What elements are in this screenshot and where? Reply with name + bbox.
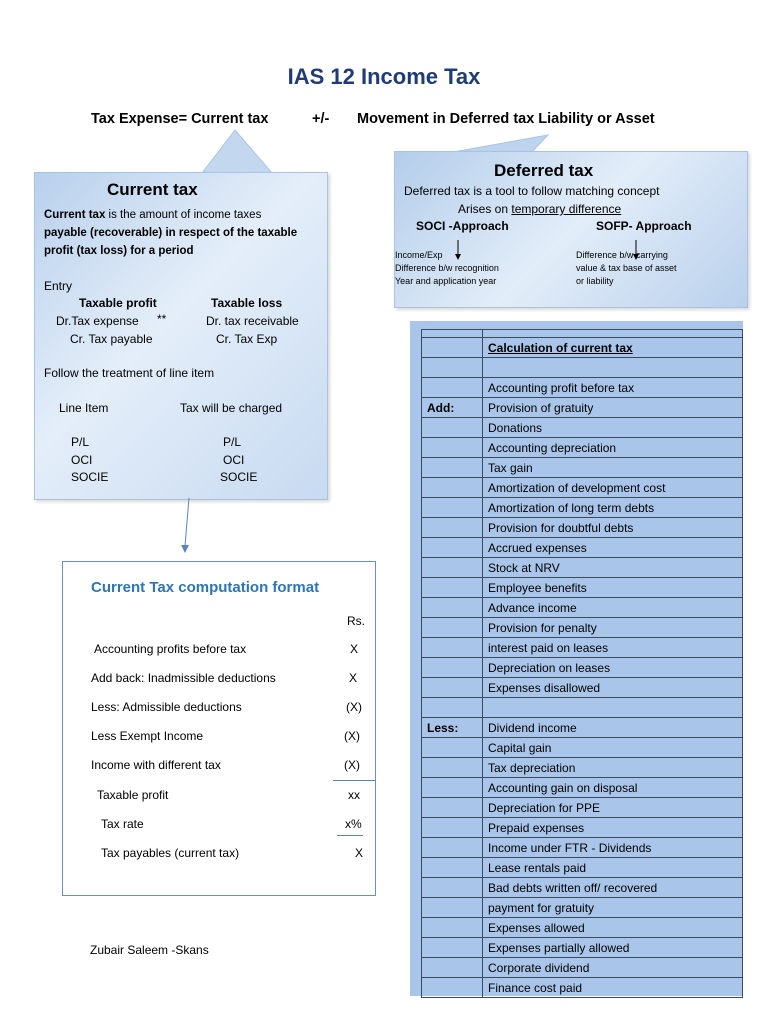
table-cell (422, 918, 483, 938)
author: Zubair Saleem -Skans (90, 943, 209, 957)
table-cell: Depreciation for PPE (483, 798, 743, 818)
table-cell (422, 938, 483, 958)
table-cell: Depreciation on leases (483, 658, 743, 678)
table-cell: Provision of gratuity (483, 398, 743, 418)
table-cell (422, 758, 483, 778)
format-row-value: (X) (344, 729, 360, 743)
calculation-table (421, 329, 743, 998)
table-cell: Accounting depreciation (483, 438, 743, 458)
soci-line: Income/Exp (395, 250, 443, 260)
deferred-tax-line1: Deferred tax is a tool to follow matching concept (404, 184, 660, 198)
table-cell: Corporate dividend (483, 958, 743, 978)
format-row-label: Tax rate (101, 817, 144, 831)
table-cell (422, 418, 483, 438)
stars-mark: ** (157, 312, 167, 326)
table-cell: Advance income (483, 598, 743, 618)
computation-format-box (62, 561, 376, 896)
table-row (422, 658, 743, 678)
format-row-label: Less Exempt Income (91, 729, 204, 743)
table-row (422, 418, 743, 438)
table-row (422, 738, 743, 758)
table-cell (422, 438, 483, 458)
page-title: IAS 12 Income Tax (287, 64, 481, 89)
format-row-label: Taxable profit (97, 788, 169, 802)
table-cell (422, 498, 483, 518)
format-heading: Current Tax computation format (91, 579, 320, 596)
table-cell (422, 898, 483, 918)
table-cell: Dividend income (483, 718, 743, 738)
section-label: Less: (422, 718, 483, 738)
table-cell: Tax depreciation (483, 758, 743, 778)
item-oci: OCI (71, 453, 93, 467)
table-cell (422, 358, 483, 378)
table-row (422, 978, 743, 998)
currency-label: Rs. (347, 614, 365, 628)
table-row (422, 878, 743, 898)
table-cell (422, 878, 483, 898)
table-cell: Donations (483, 418, 743, 438)
table-row (422, 358, 743, 378)
format-row-label: Less: Admissible deductions (91, 700, 242, 714)
definition-text-3: profit (tax loss) for a period (44, 245, 194, 257)
table-cell (422, 558, 483, 578)
table-heading: Calculation of current tax (483, 338, 743, 358)
definition-term: Current tax (44, 209, 106, 221)
table-cell: Accrued expenses (483, 538, 743, 558)
table-cell (422, 578, 483, 598)
section-label: Add: (422, 398, 483, 418)
table-row (422, 838, 743, 858)
table-row (422, 678, 743, 698)
table-cell (422, 458, 483, 478)
table-row (422, 518, 743, 538)
table-row (422, 758, 743, 778)
equation-right: Movement in Deferred tax Liability or Asset (357, 111, 655, 127)
format-row-label: Accounting profits before tax (94, 642, 247, 656)
item-pl: P/L (71, 435, 90, 449)
table-row (422, 438, 743, 458)
table-row (422, 718, 743, 738)
table-row (422, 798, 743, 818)
table-cell (422, 738, 483, 758)
table-row (422, 330, 743, 338)
format-row-label: Income with different tax (91, 758, 221, 772)
dr-tax-receivable: Dr. tax receivable (206, 314, 299, 328)
table-row (422, 558, 743, 578)
format-row-value: x% (345, 817, 362, 831)
table-cell (422, 330, 483, 338)
entry-label: Entry (44, 279, 73, 293)
sofp-line: or liability (576, 276, 614, 286)
format-row-value: (X) (344, 758, 360, 772)
format-row-value: xx (348, 788, 360, 802)
format-row-value: X (350, 642, 359, 656)
table-cell: Amortization of long term debts (483, 498, 743, 518)
table-row (422, 598, 743, 618)
table-cell (422, 518, 483, 538)
table-cell (422, 598, 483, 618)
table-row (422, 938, 743, 958)
table-cell: Stock at NRV (483, 558, 743, 578)
table-row (422, 338, 743, 358)
table-row (422, 958, 743, 978)
table-cell (422, 478, 483, 498)
format-row-label: Tax payables (current tax) (101, 846, 240, 860)
item-socie: SOCIE (71, 470, 109, 484)
table-cell: Provision for doubtful debts (483, 518, 743, 538)
soci-description (395, 249, 499, 288)
table-cell (422, 778, 483, 798)
table-cell: Employee benefits (483, 578, 743, 598)
table-cell (483, 698, 743, 718)
arises-on-text: Arises on (458, 202, 512, 216)
current-tax-callout (34, 172, 328, 500)
current-tax-heading: Current tax (107, 180, 198, 199)
current-tax-definition (44, 206, 297, 260)
table-cell (422, 958, 483, 978)
taxable-profit-label: Taxable profit (79, 296, 157, 310)
table-cell (422, 658, 483, 678)
table-row (422, 618, 743, 638)
table-cell (422, 698, 483, 718)
table-cell: Income under FTR - Dividends (483, 838, 743, 858)
callout-pointer (190, 128, 290, 174)
table-cell: Tax gain (483, 458, 743, 478)
cr-tax-exp: Cr. Tax Exp (216, 332, 278, 346)
table-cell (422, 678, 483, 698)
equation-operator: +/- (312, 111, 330, 127)
format-row-value: (X) (346, 700, 362, 714)
follow-treatment: Follow the treatment of line item (44, 366, 215, 380)
table-cell (422, 798, 483, 818)
sofp-description (576, 249, 677, 288)
table-cell: Expenses partially allowed (483, 938, 743, 958)
deferred-tax-callout (394, 151, 748, 308)
table-cell (422, 378, 483, 398)
table-cell: Expenses disallowed (483, 678, 743, 698)
table-cell: interest paid on leases (483, 638, 743, 658)
dr-tax-expense: Dr.Tax expense (56, 314, 139, 328)
table-cell: payment for gratuity (483, 898, 743, 918)
table-cell: Capital gain (483, 738, 743, 758)
table-row (422, 698, 743, 718)
table-cell (422, 978, 483, 998)
table-cell: Provision for penalty (483, 618, 743, 638)
charged-oci: OCI (223, 453, 245, 467)
soci-line: Year and application year (395, 276, 497, 286)
table-row (422, 858, 743, 878)
table-cell: Amortization of development cost (483, 478, 743, 498)
table-row (422, 778, 743, 798)
sofp-approach: SOFP- Approach (596, 219, 692, 233)
table-row (422, 578, 743, 598)
calculation-table-panel (410, 321, 743, 996)
soci-approach: SOCI -Approach (416, 219, 509, 233)
table-cell (483, 358, 743, 378)
cr-tax-payable: Cr. Tax payable (70, 332, 153, 346)
total-line (337, 835, 363, 836)
table-row (422, 478, 743, 498)
table-cell (422, 538, 483, 558)
table-row (422, 898, 743, 918)
table-cell: Finance cost paid (483, 978, 743, 998)
table-cell: Expenses allowed (483, 918, 743, 938)
table-row (422, 378, 743, 398)
table-row (422, 918, 743, 938)
table-cell: Accounting gain on disposal (483, 778, 743, 798)
table-cell (422, 858, 483, 878)
sofp-line: value & tax base of asset (576, 263, 677, 273)
table-cell (422, 838, 483, 858)
table-cell: Bad debts written off/ recovered (483, 878, 743, 898)
temporary-difference-text: temporary difference (511, 202, 622, 216)
format-row-label: Add back: Inadmissible deductions (91, 671, 276, 685)
definition-text-1: is the amount of income taxes (105, 209, 262, 221)
deferred-tax-line2 (458, 202, 621, 216)
table-row (422, 818, 743, 838)
charged-pl: P/L (223, 435, 242, 449)
charged-socie: SOCIE (220, 470, 258, 484)
table-row (422, 498, 743, 518)
connector-arrow (176, 496, 196, 556)
subtotal-line (333, 780, 375, 781)
table-cell: Accounting profit before tax (483, 378, 743, 398)
table-cell (422, 638, 483, 658)
table-row (422, 638, 743, 658)
table-cell (422, 618, 483, 638)
table-cell (422, 338, 483, 358)
table-cell (422, 818, 483, 838)
soci-line: Difference b/w recognition (395, 263, 499, 273)
tax-charged-label: Tax will be charged (180, 401, 283, 415)
table-cell (483, 330, 743, 338)
sofp-line: Difference b/w carrying (576, 250, 668, 260)
definition-text-2: payable (recoverable) in respect of the taxable (44, 227, 298, 239)
format-row-value: X (349, 671, 358, 685)
table-cell: Prepaid expenses (483, 818, 743, 838)
table-cell: Lease rentals paid (483, 858, 743, 878)
format-row-value: X (355, 846, 364, 860)
deferred-tax-heading: Deferred tax (494, 161, 594, 180)
table-row (422, 538, 743, 558)
taxable-loss-label: Taxable loss (211, 296, 283, 310)
table-row (422, 398, 743, 418)
equation-left: Tax Expense= Current tax (91, 111, 269, 127)
table-row (422, 458, 743, 478)
line-item-label: Line Item (59, 401, 109, 415)
